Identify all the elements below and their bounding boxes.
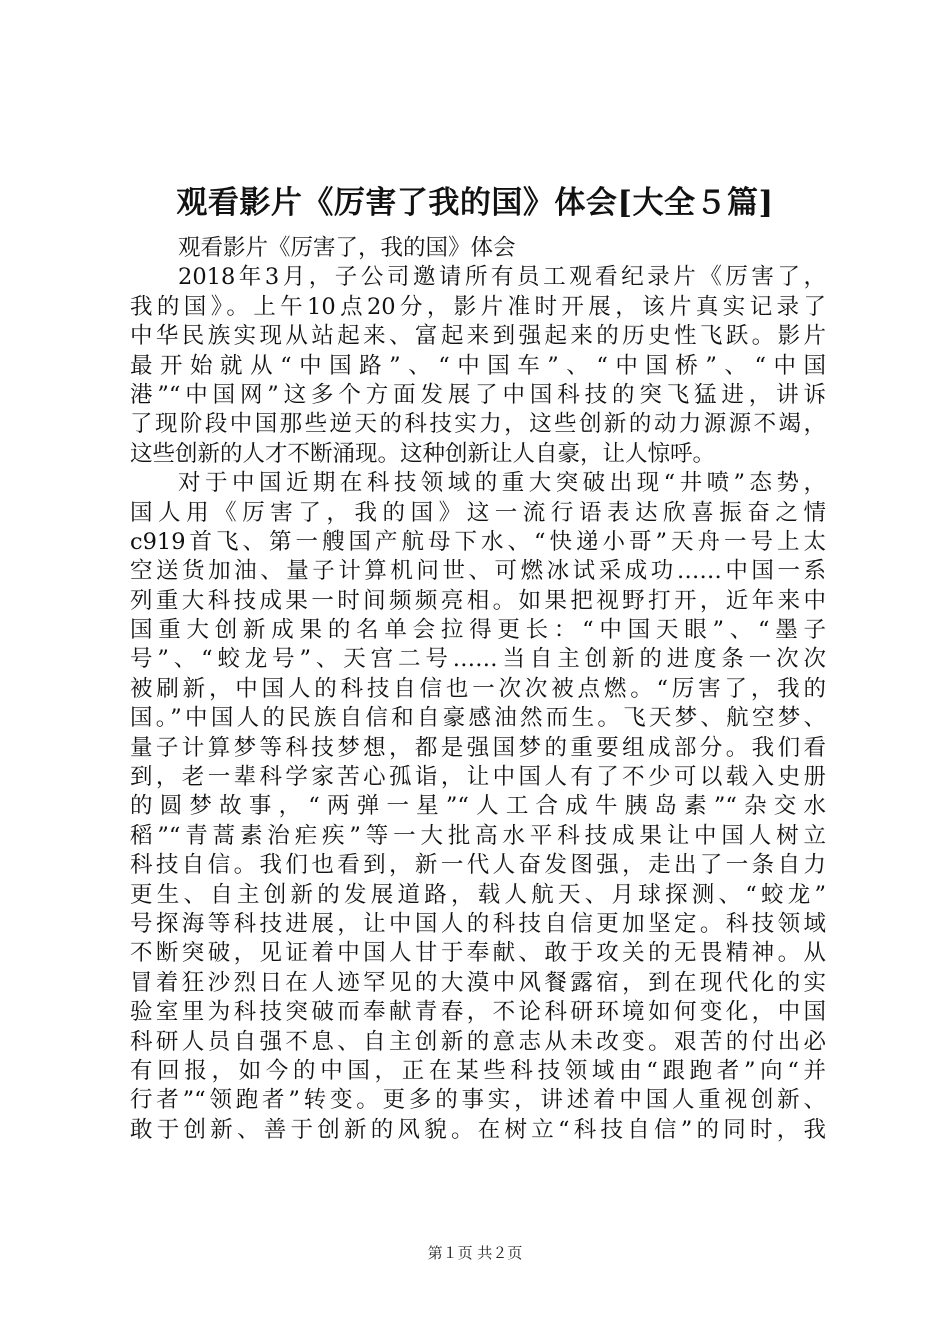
text-line: 最开始就从“中国路”、“中国车”、“中国桥”、“中国 xyxy=(130,352,826,379)
text-line: 国。”中国人的民族自信和自豪感油然而生。飞天梦、航空梦、 xyxy=(130,705,826,732)
text-line: 观看影片《厉害了，我的国》体会 xyxy=(178,235,516,261)
text-line: 我的国》。上午10点20分，影片准时开展，该片真实记录了 xyxy=(130,293,826,320)
text-line: 空送货加油、量子计算机问世、可燃冰试采成功……中国一系 xyxy=(130,558,826,585)
text-line: 的圆梦故事，“两弹一星”“人工合成牛胰岛素”“杂交水 xyxy=(130,793,826,820)
text-line: 对于中国近期在科技领域的重大突破出现“井喷”态势， xyxy=(178,470,826,497)
text-line: 验室里为科技突破而奉献青春，不论科研环境如何变化，中国 xyxy=(130,999,826,1026)
text-line: 号”、“蛟龙号”、天宫二号……当自主创新的进度条一次次 xyxy=(130,646,826,673)
text-line: 号探海等科技进展，让中国人的科技自信更加坚定。科技领域 xyxy=(130,910,826,937)
text-line: 国重大创新成果的名单会拉得更长：“中国天眼”、“墨子 xyxy=(130,617,826,644)
text-line: 列重大科技成果一时间频频亮相。如果把视野打开，近年来中 xyxy=(130,587,826,614)
text-line: 不断突破，见证着中国人甘于奉献、敢于攻关的无畏精神。从 xyxy=(130,940,826,967)
text-line: 中华民族实现从站起来、富起来到强起来的历史性飞跃。影片 xyxy=(130,323,826,350)
text-line: 了现阶段中国那些逆天的科技实力，这些创新的动力源源不竭， xyxy=(130,411,826,438)
text-line: 科研人员自强不息、自主创新的意志从未改变。艰苦的付出必 xyxy=(130,1028,826,1055)
text-line: c919首飞、第一艘国产航母下水、“快递小哥”天舟一号上太 xyxy=(130,528,826,555)
text-line: 国人用《厉害了，我的国》这一流行语表达欣喜振奋之情 xyxy=(130,499,826,526)
document-body xyxy=(130,234,826,1145)
document-title: 观看影片《厉害了我的国》体会[大全５篇] xyxy=(176,185,774,221)
text-line: 量子计算梦等科技梦想，都是强国梦的重要组成部分。我们看 xyxy=(130,734,826,761)
text-line: 被刷新，中国人的科技自信也一次次被点燃。“厉害了，我的 xyxy=(130,675,826,702)
text-line: 敢于创新、善于创新的风貌。在树立“科技自信”的同时，我 xyxy=(130,1116,826,1143)
text-line: 到，老一辈科学家苦心孤诣，让中国人有了不少可以载入史册 xyxy=(130,764,826,791)
text-line: 更生、自主创新的发展道路，载人航天、月球探测、“蛟龙” xyxy=(130,881,826,908)
page-number-footer: 第１页 共２页 xyxy=(427,1244,523,1262)
text-line: 稻”“青蒿素治疟疾”等一大批高水平科技成果让中国人树立 xyxy=(130,822,826,849)
text-line: 港”“中国网”这多个方面发展了中国科技的突飞猛进，讲诉 xyxy=(130,381,826,408)
text-line: 有回报，如今的中国，正在某些科技领域由“跟跑者”向“并 xyxy=(130,1057,826,1084)
text-line: 行者”“领跑者”转变。更多的事实，讲述着中国人重视创新、 xyxy=(130,1087,826,1114)
text-line: 科技自信。我们也看到，新一代人奋发图强，走出了一条自力 xyxy=(130,852,826,879)
text-line: 冒着狂沙烈日在人迹罕见的大漠中风餐露宿，到在现代化的实 xyxy=(130,969,826,996)
text-line: 2018年3月，子公司邀请所有员工观看纪录片《厉害了， xyxy=(178,264,826,291)
text-line: 这些创新的人才不断涌现。这种创新让人自豪，让人惊呼。 xyxy=(130,440,716,467)
